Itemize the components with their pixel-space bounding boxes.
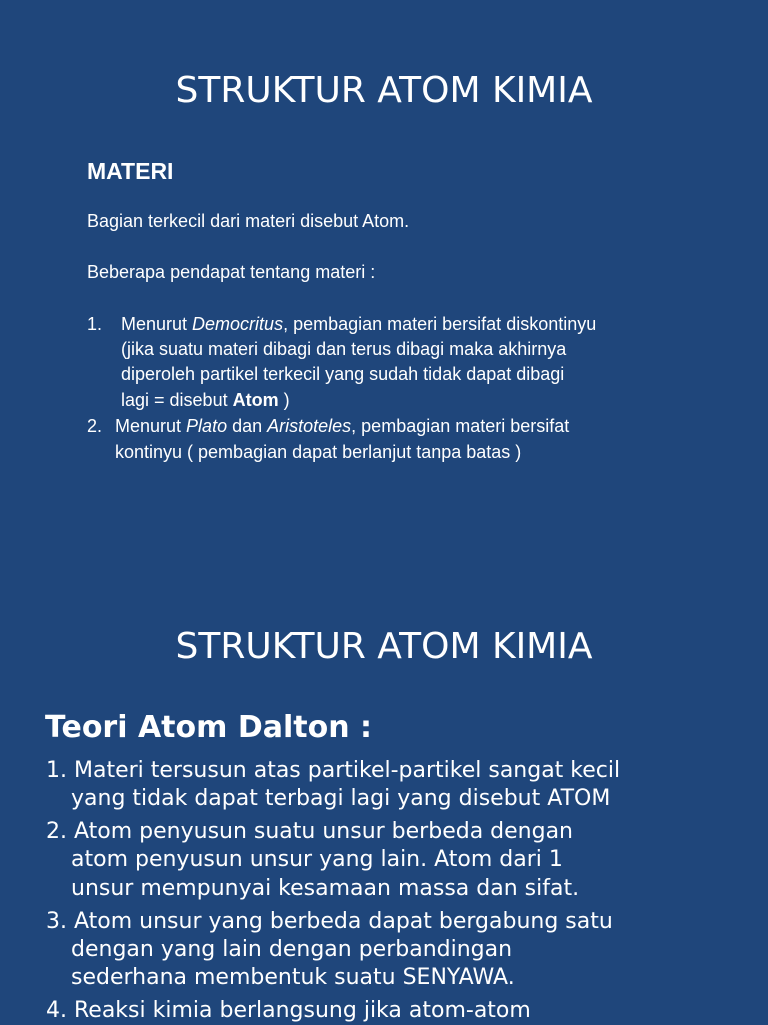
list-item-line: Menurut Democritus, pembagian materi bersifat diskontinyu <box>121 314 597 334</box>
slide-divider <box>0 520 768 576</box>
section-heading: Teori Atom Dalton : <box>45 710 373 745</box>
list-item-line: 3. Atom unsur yang berbeda dapat bergabung satu <box>46 909 613 934</box>
name-plato: Plato <box>186 416 228 436</box>
list-item-line: lagi = disebut Atom ) <box>121 390 290 410</box>
list-item-line: kontinyu ( pembagian dapat berlanjut tanpa batas ) <box>115 442 522 462</box>
paragraph-intro: Beberapa pendapat tentang materi : <box>87 262 376 282</box>
list-item-line: diperoleh partikel terkecil yang sudah tidak dapat dibagi <box>121 364 565 384</box>
list-item-line: atom penyusun unsur yang lain. Atom dari 1 <box>71 847 563 872</box>
list-item-line: Menurut Plato dan Aristoteles, pembagian materi bersifat <box>115 416 570 436</box>
list-item-line: dengan yang lain dengan perbandingan <box>71 937 513 962</box>
list-item-line: sederhana membentuk suatu SENYAWA. <box>71 965 515 990</box>
list-item-line: 4. Reaksi kimia berlangsung jika atom-atom <box>46 998 531 1023</box>
paragraph-definition: Bagian terkecil dari materi disebut Atom. <box>87 211 410 231</box>
list-item-line: yang tidak dapat terbagi lagi yang disebut ATOM <box>71 786 611 811</box>
slide-teori-dalton <box>0 576 768 1024</box>
list-item-line: unsur mempunyai kesamaan massa dan sifat. <box>71 876 580 901</box>
list-number: 1. <box>87 314 103 334</box>
term-atom: Atom <box>232 390 279 410</box>
section-heading: MATERI <box>87 158 174 184</box>
slide-title: STRUKTUR ATOM KIMIA <box>175 626 593 667</box>
list-item-line: 1. Materi tersusun atas partikel-partikel sangat kecil <box>46 758 621 783</box>
slide-title: STRUKTUR ATOM KIMIA <box>175 70 593 111</box>
list-item-line: 2. Atom penyusun suatu unsur berbeda dengan <box>46 819 574 844</box>
name-democritus: Democritus <box>192 314 284 334</box>
name-aristoteles: Aristoteles <box>267 416 352 436</box>
list-number: 2. <box>87 416 103 436</box>
list-item-line: (jika suatu materi dibagi dan terus dibagi maka akhirnya <box>121 339 567 359</box>
